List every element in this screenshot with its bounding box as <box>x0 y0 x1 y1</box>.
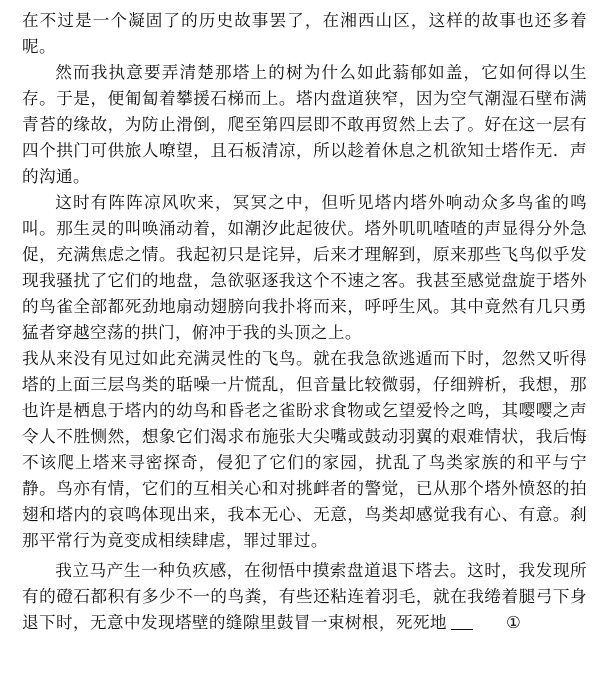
paragraph-3: 这时有阵阵凉风吹来，冥冥之中，但听见塔内塔外响动众多鸟雀的鸣叫。那生灵的叫唤涌动着，如潮汐此起彼伏。塔外叽叽喳喳的声显得分外急促，充满焦虑之情。我起初只是诧异，后来才理解到，原来那些飞鸟似乎发现我骚扰了它们的地盘，急欲驱逐我这个不速之客。我甚至感觉盘旋于塔外的鸟雀全部都死劲地扇动翅膀向我扑将而来，呼呼生风。其中竟然有几只勇猛者穿越空荡的拱门，俯冲于我的头顶之上。 <box>22 193 587 342</box>
paragraph-5-text: 我立马产生一种负疚感，在彻悟中摸索盘道退下塔去。这时，我发现所有的磴石都积有多少不一的鸟粪，有些还粘连着羽毛，就在我绻着腿弓下身退下时，无意中发现塔壁的缝隙里鼓冒一束树根，死死地 <box>22 561 587 632</box>
question-marker: ① <box>506 613 522 632</box>
paragraph-4: 我从来没有见过如此充满灵性的飞鸟。就在我急欲逃遁而下时，忽然又听得塔的上面三层鸟类的聒噪一片慌乱，但音量比较微弱，仔细辨析，我想，那也许是栖息于塔内的幼鸟和昏老之雀盼求食物或乞望爱怜之鸣，其嘤嘤之声令人不胜恻然，想象它们渴求布施张大尖嘴或鼓动羽翼的艰难情状，我后悔不该爬上塔来寻密探奇，侵犯了它们的家园，扰乱了鸟类家族的和平与宁静。鸟亦有情，它们的互相关心和对挑衅者的警觉，已从那个塔外愤怒的拍翅和塔内的哀鸣体现出来，我本无心、无意，鸟类却感觉我有心、有意。刹那平常行为竟变成相续肆虐，罪过罪过。 <box>22 349 587 550</box>
paragraph-2: 然而我执意要弄清楚那塔上的树为什么如此蓊郁如盖，它如何得以生存。于是，便匍匐着攀援石梯而上。塔内盘道狭窄，因为空气潮湿石壁布满青苔的缘故，为防止滑倒，爬至第四层即不敢再贸然上去了。好在这一层有四个拱门可供旅人嘹望，且石板清凉，所以趁着休息之机欲知士塔作无．声的沟通。 <box>22 63 587 186</box>
document-page <box>22 8 587 636</box>
paragraph-5 <box>22 558 587 636</box>
paragraph-1: 在不过是一个凝固了的历史故事罢了，在湘西山区，这样的故事也还多着呢。 <box>22 11 587 56</box>
fill-blank-line <box>451 613 473 630</box>
